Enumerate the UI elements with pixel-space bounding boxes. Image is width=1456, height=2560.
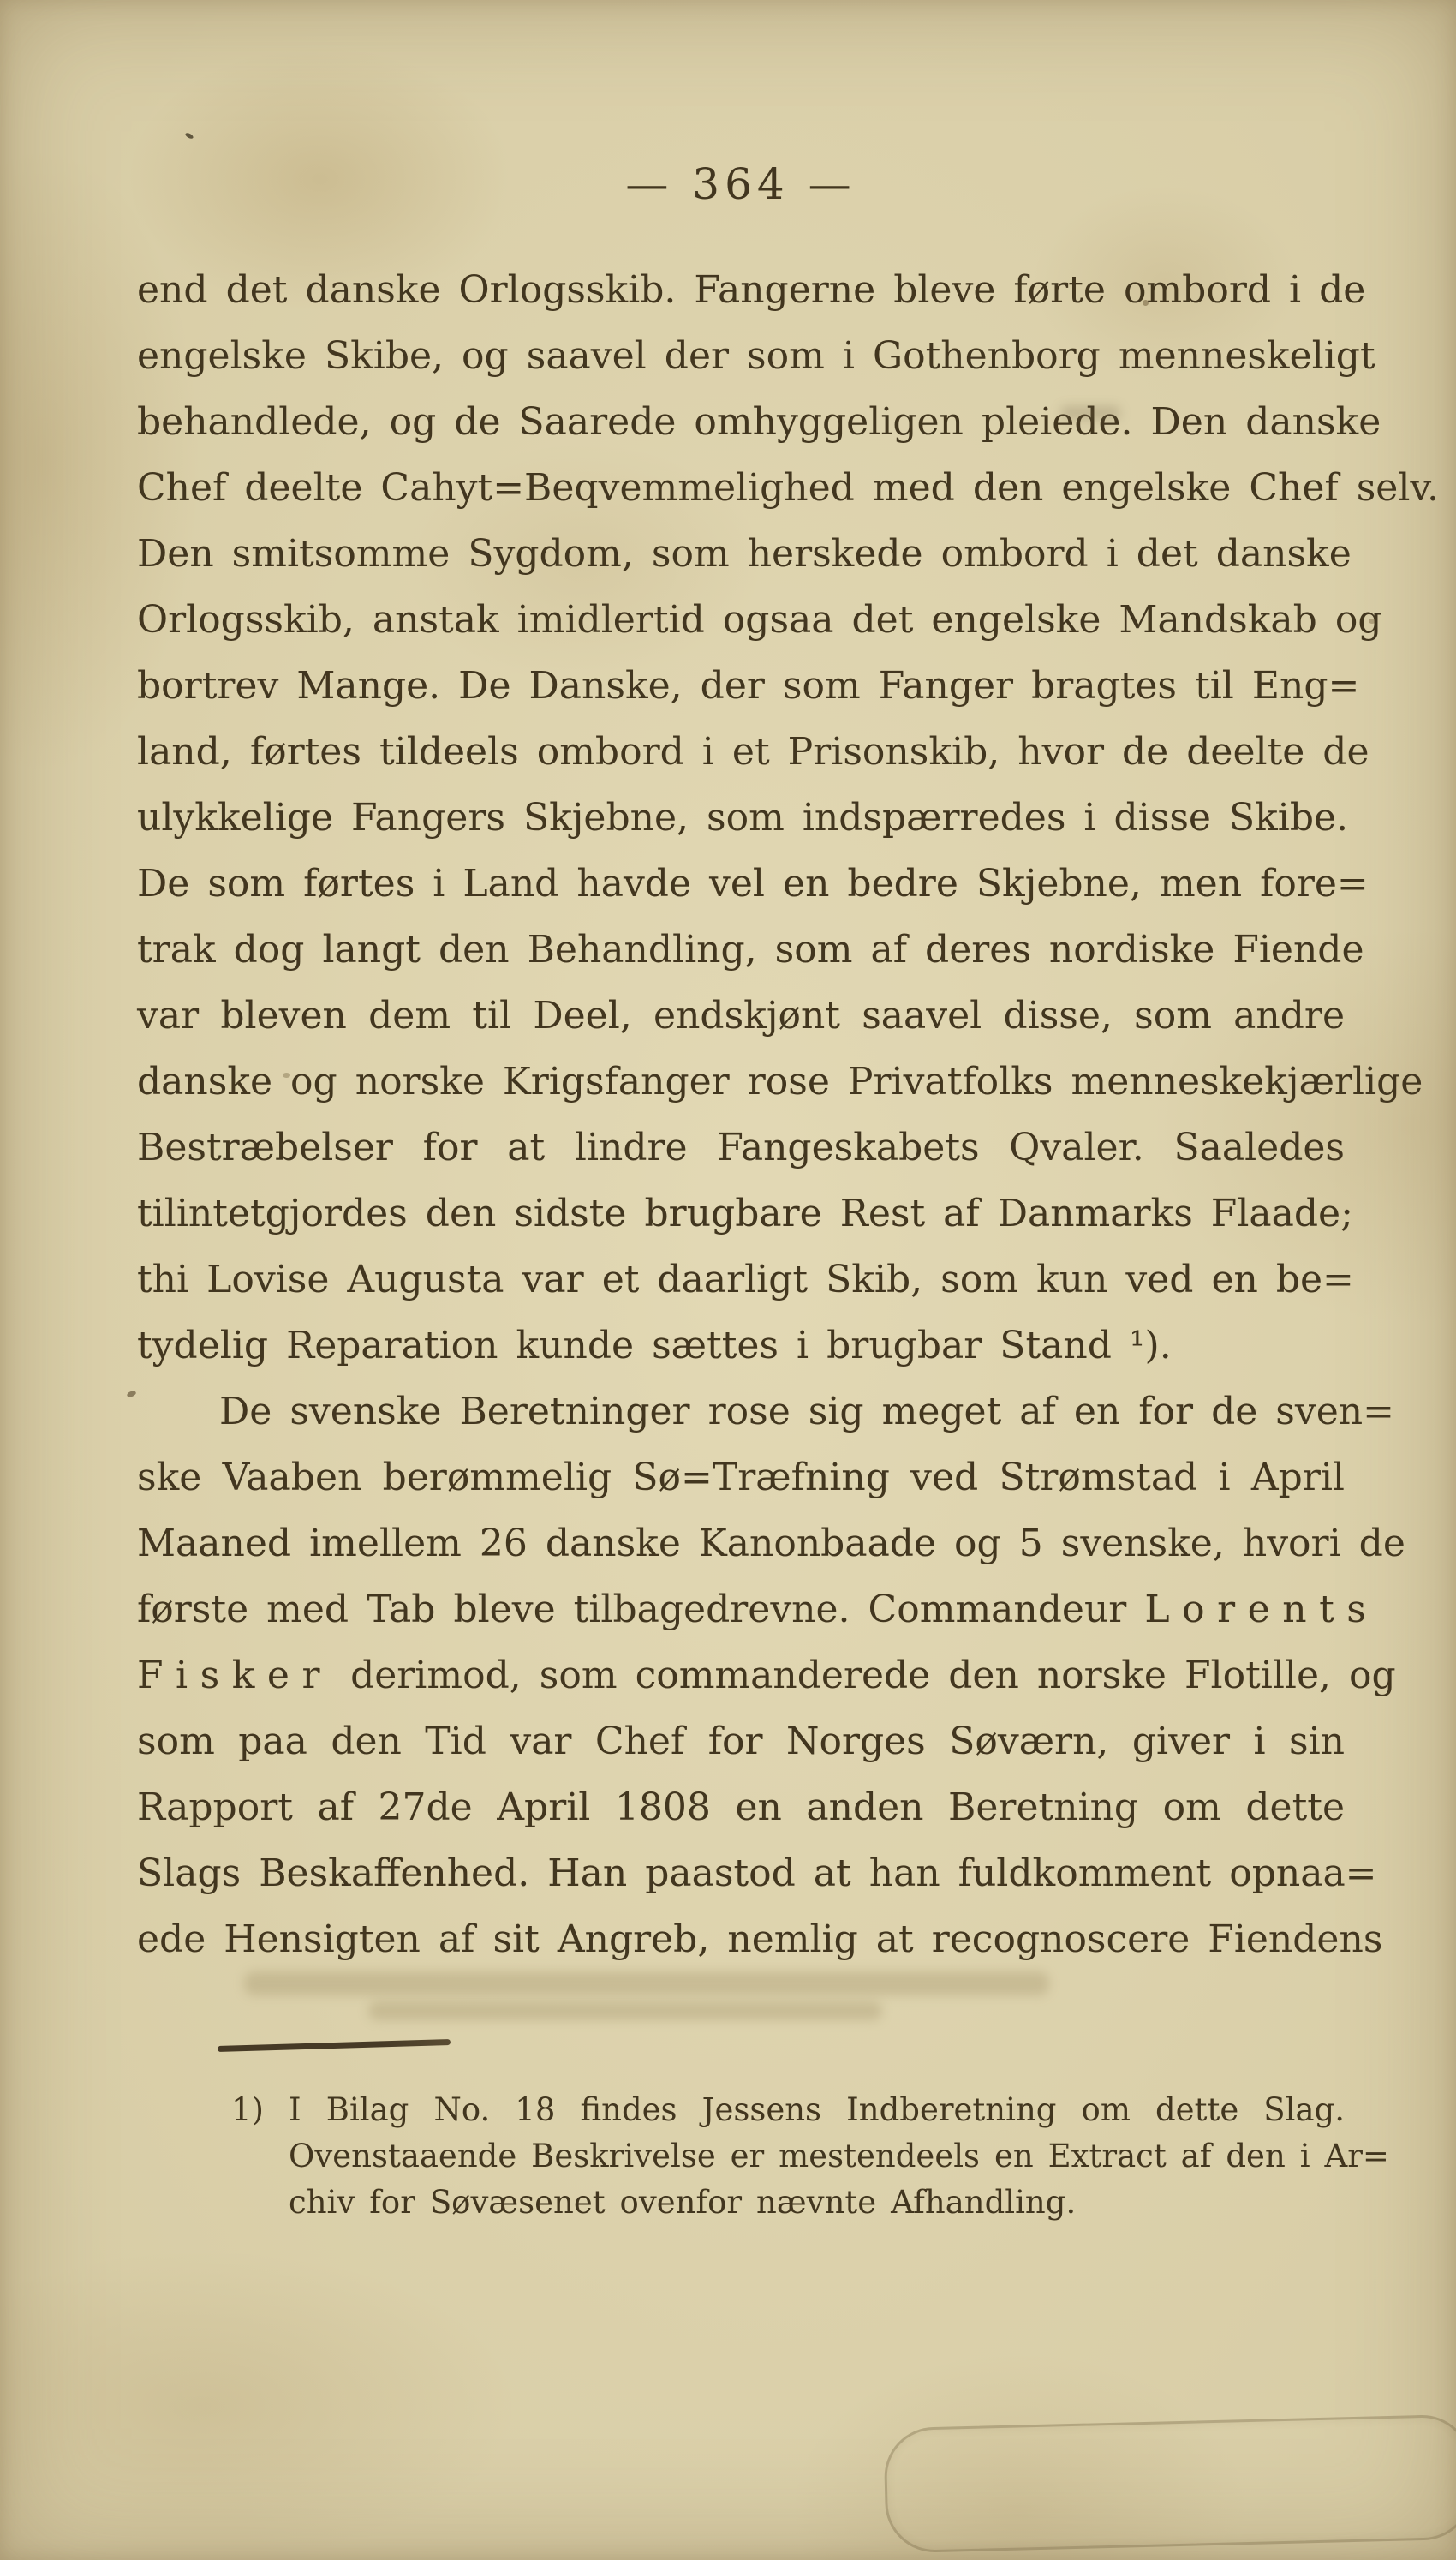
letterspaced-word: Lorents <box>1144 1588 1379 1631</box>
text-segment: thi Lovise Augusta var et daarligt Skib, som kun ved en be= <box>137 1258 1354 1301</box>
text-line <box>137 983 1345 1049</box>
letterspaced-word: Fisker <box>137 1654 333 1697</box>
text-line <box>137 1115 1345 1181</box>
foxing-speck <box>1143 300 1149 306</box>
text-segment: land, førtes tildeels ombord i et Prisonskib, hvor de deelte de <box>137 730 1369 774</box>
footnote <box>231 2087 1389 2226</box>
text-segment: engelske Skibe, og saavel der som i Gothenborg menneskeligt <box>137 334 1375 378</box>
text-segment: ske Vaaben berømmelig Sø=Træfning ved Strømstad i April <box>137 1456 1345 1499</box>
text-line <box>137 521 1352 587</box>
text-line <box>137 719 1369 785</box>
page-number: — 364 — <box>625 159 856 209</box>
text-segment: som paa den Tid var Chef for Norges Søværn, giver i sin <box>137 1720 1345 1763</box>
text-line <box>137 1379 1394 1444</box>
text-segment: chiv for Søvæsenet ovenfor nævnte Afhandling. <box>289 2184 1077 2221</box>
embossed-stamp-outline <box>883 2414 1456 2554</box>
show-through-smudge <box>244 1971 1049 1995</box>
text-line <box>137 1247 1354 1313</box>
text-line <box>137 851 1369 917</box>
show-through-smudge <box>368 2001 882 2020</box>
text-segment: Maaned imellem 26 danske Kanonbaade og 5 svenske, hvori de <box>137 1522 1405 1565</box>
foxing-speck <box>1369 619 1375 624</box>
text-segment: bortrev Mange. De Danske, der som Fanger bragtes til Eng= <box>137 664 1360 708</box>
foxing-speck <box>126 1390 136 1397</box>
text-segment: behandlede, og de Saarede omhyggeligen pleiede. Den danske <box>137 400 1381 444</box>
text-line <box>137 1906 1383 1972</box>
text-line <box>137 1708 1345 1774</box>
text-line <box>137 455 1440 521</box>
text-segment: 1) I Bilag No. 18 findes Jessens Indberetning om dette Slag. <box>231 2091 1345 2128</box>
text-line <box>231 2133 1389 2180</box>
text-segment: De svenske Beretninger rose sig meget af en for de sven= <box>219 1390 1394 1433</box>
text-segment: Rapport af 27de April 1808 en anden Beretning om dette <box>137 1785 1345 1829</box>
text-segment: tilintetgjordes den sidste brugbare Rest af Danmarks Flaade; <box>137 1192 1353 1235</box>
foxing-speck <box>184 132 194 140</box>
text-segment: end det danske Orlogsskib. Fangerne bleve førte ombord i de <box>137 268 1366 312</box>
text-line <box>137 1840 1377 1906</box>
text-segment: Slags Beskaffenhed. Han paastod at han fuldkomment opnaa= <box>137 1851 1377 1895</box>
text-line <box>137 917 1364 983</box>
body-text <box>137 257 1440 1972</box>
text-line <box>137 1576 1379 1642</box>
text-segment: Bestræbelser for at lindre Fangeskabets Qvaler. Saaledes <box>137 1126 1345 1169</box>
text-line <box>137 1181 1353 1247</box>
text-line <box>231 2180 1345 2226</box>
text-segment: ede Hensigten af sit Angreb, nemlig at recognoscere Fiendens <box>137 1917 1383 1961</box>
text-line <box>137 653 1360 719</box>
text-line <box>137 1313 1345 1379</box>
text-segment: Ovenstaaende Beskrivelse er mestendeels en Extract af den i Ar= <box>289 2138 1389 2174</box>
text-segment: danske og norske Krigsfanger rose Privatfolks menneskekjærlige <box>137 1060 1423 1104</box>
text-segment: derimod, som commanderede den norske Flotille, og <box>332 1654 1396 1697</box>
text-line <box>137 587 1382 653</box>
text-segment: De som førtes i Land havde vel en bedre Skjebne, men fore= <box>137 862 1369 906</box>
text-line <box>137 389 1381 455</box>
text-line <box>137 257 1366 323</box>
text-line <box>137 323 1375 389</box>
text-line <box>137 785 1349 851</box>
footnote-separator <box>218 2039 451 2052</box>
text-segment: første med Tab bleve tilbagedrevne. Commandeur <box>137 1588 1145 1631</box>
text-segment: trak dog langt den Behandling, som af deres nordiske Fiende <box>137 928 1364 972</box>
text-segment: tydelig Reparation kunde sættes i brugbar Stand ¹). <box>137 1324 1172 1367</box>
text-line <box>231 2087 1345 2133</box>
text-segment: Chef deelte Cahyt=Beqvemmelighed med den engelske Chef selv. <box>137 466 1440 510</box>
text-segment: Den smitsomme Sygdom, som herskede ombord i det danske <box>137 532 1352 576</box>
text-line <box>137 1049 1423 1115</box>
text-segment: ulykkelige Fangers Skjebne, som indspærredes i disse Skibe. <box>137 796 1349 840</box>
text-segment: var bleven dem til Deel, endskjønt saavel disse, som andre <box>137 994 1345 1038</box>
text-segment: Orlogsskib, anstak imidlertid ogsaa det engelske Mandskab og <box>137 598 1382 642</box>
text-line <box>137 1774 1345 1840</box>
foxing-speck <box>283 1073 290 1078</box>
pencil-smudge <box>1060 406 1120 420</box>
text-line <box>137 1642 1396 1708</box>
text-line <box>137 1444 1345 1510</box>
text-line <box>137 1510 1405 1576</box>
